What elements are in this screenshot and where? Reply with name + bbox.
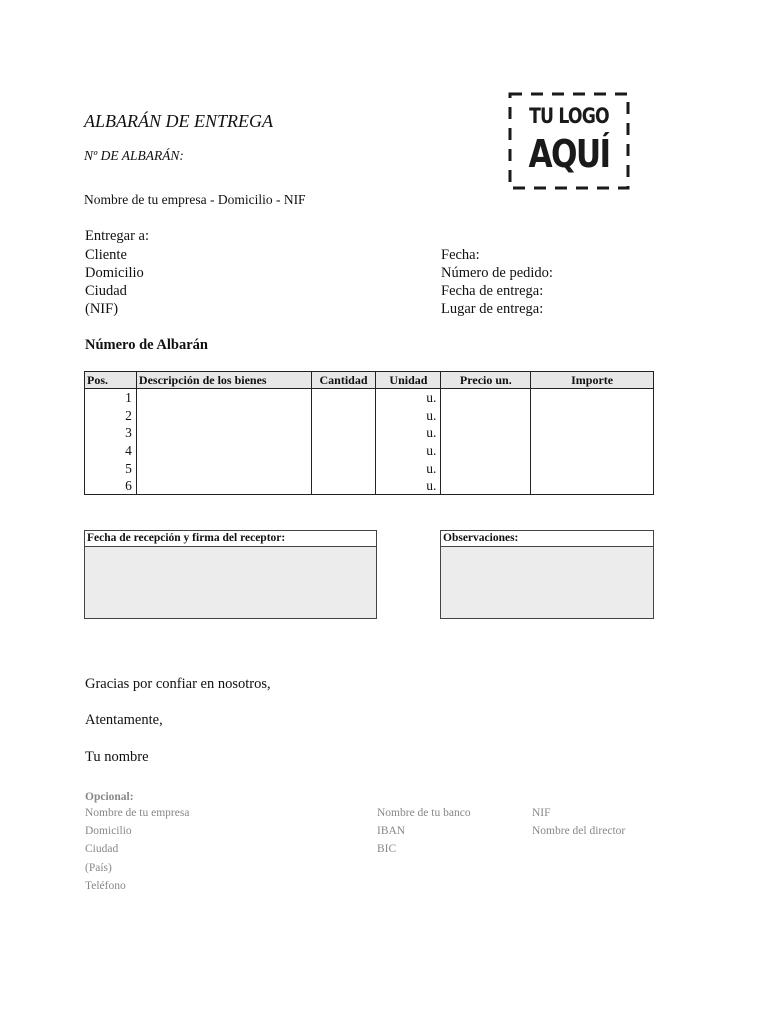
cell-quantity[interactable] [311,477,376,495]
column-header-unit-price: Precio un. [441,372,531,389]
order-field: Fecha: [441,247,480,263]
cell-unit-price[interactable] [441,406,531,424]
client-field: Cliente [85,247,127,263]
cell-quantity[interactable] [311,442,376,460]
cell-description[interactable] [136,424,311,442]
cell-pos: 1 [85,389,137,407]
column-header-pos: Pos. [85,372,137,389]
cell-unit: u. [376,442,441,460]
cell-unit: u. [376,459,441,477]
table-row [85,424,654,442]
cell-description[interactable] [136,442,311,460]
cell-quantity[interactable] [311,459,376,477]
table-row [85,459,654,477]
optional-field: IBAN [377,825,406,838]
table-row [85,442,654,460]
cell-pos: 5 [85,459,137,477]
cell-pos: 3 [85,424,137,442]
cell-amount[interactable] [531,477,654,495]
optional-field: Nombre del director [532,825,626,838]
cell-pos: 4 [85,442,137,460]
closing-thanks: Gracias por confiar en nosotros, [85,676,271,692]
cell-unit-price[interactable] [441,424,531,442]
optional-field: Domicilio [85,825,132,838]
optional-field: NIF [532,807,551,819]
cell-unit: u. [376,389,441,407]
document-title: ALBARÁN DE ENTREGA [84,111,273,131]
receipt-signature-box[interactable] [84,530,377,619]
cell-description[interactable] [136,389,311,407]
observations-label: Observaciones: [441,531,653,547]
cell-description[interactable] [136,477,311,495]
optional-legal-info [532,804,625,840]
optional-field: Nombre de tu empresa [85,807,190,819]
receipt-signature-label: Fecha de recepción y firma del receptor: [85,531,376,547]
cell-pos: 2 [85,406,137,424]
client-field: Ciudad [85,283,127,299]
table-row [85,477,654,495]
cell-amount[interactable] [531,459,654,477]
cell-quantity[interactable] [311,406,376,424]
cell-quantity[interactable] [311,424,376,442]
cell-amount[interactable] [531,406,654,424]
cell-quantity[interactable] [311,389,376,407]
cell-unit-price[interactable] [441,459,531,477]
client-field: (NIF) [85,301,119,317]
cell-unit-price[interactable] [441,477,531,495]
cell-description[interactable] [136,406,311,424]
cell-description[interactable] [136,459,311,477]
column-header-description: Descripción de los bienes [136,372,311,389]
column-header-amount: Importe [531,372,654,389]
items-table-heading: Número de Albarán [85,337,208,353]
cell-amount[interactable] [531,389,654,407]
column-header-quantity: Cantidad [311,372,376,389]
cell-unit: u. [376,406,441,424]
items-table [84,371,654,495]
optional-field: Nombre de tu banco [377,807,471,819]
deliver-to-label: Entregar a: [85,228,150,244]
optional-section-title: Opcional: [85,791,134,803]
optional-bank-info [377,804,471,859]
optional-field: Ciudad [85,843,119,856]
company-info-line: Nombre de tu empresa - Domicilio - NIF [84,192,306,207]
table-header-row [85,372,654,389]
cell-unit: u. [376,424,441,442]
optional-field: (País) [85,861,112,874]
cell-amount[interactable] [531,424,654,442]
order-field: Lugar de entrega: [441,301,544,317]
closing-name: Tu nombre [85,749,149,765]
logo-placeholder [508,92,630,190]
optional-company-info [85,804,189,895]
client-fields [85,246,144,318]
cell-unit-price[interactable] [441,442,531,460]
order-field: Número de pedido: [441,265,553,281]
closing-regards: Atentamente, [85,712,163,728]
table-row [85,406,654,424]
order-fields [441,246,553,318]
order-field: Fecha de entrega: [441,283,544,299]
table-row [85,389,654,407]
logo-text-line2: AQUÍ [528,132,610,176]
observations-box[interactable] [440,530,654,619]
delivery-note-number-label: Nº DE ALBARÁN: [84,148,184,163]
cell-unit-price[interactable] [441,389,531,407]
cell-unit: u. [376,477,441,495]
cell-amount[interactable] [531,442,654,460]
column-header-unit: Unidad [376,372,441,389]
optional-field: BIC [377,843,397,856]
client-field: Domicilio [85,265,144,281]
logo-text-line1: TU LOGO [529,104,609,128]
cell-pos: 6 [85,477,137,495]
optional-field: Teléfono [85,879,126,892]
